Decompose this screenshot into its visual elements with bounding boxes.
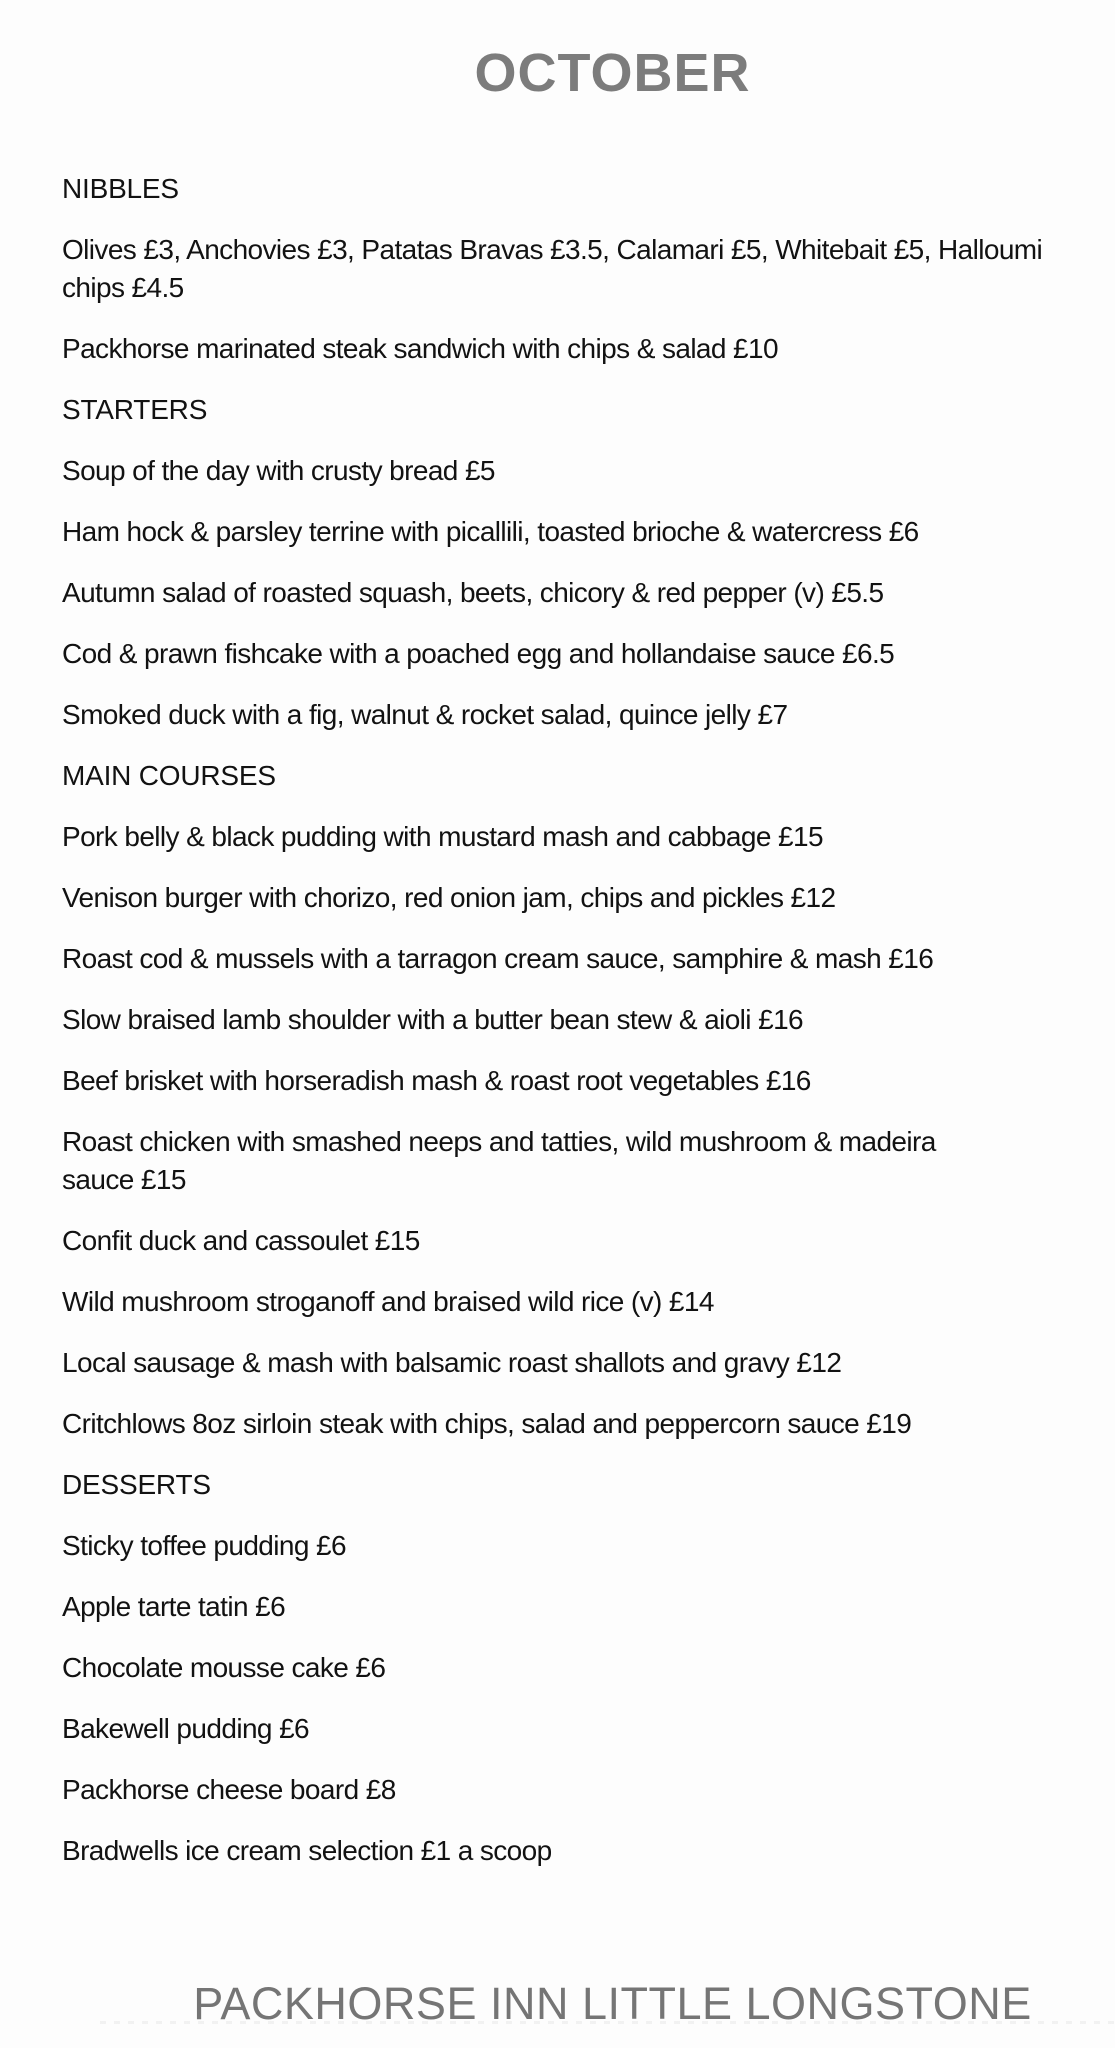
menu-item: Bradwells ice cream selection £1 a scoop: [62, 1835, 552, 1866]
section-heading-starters: STARTERS: [62, 394, 208, 425]
menu-item: Roast chicken with smashed neeps and tatties, wild mushroom & madeira sauce £15: [62, 1126, 936, 1195]
menu-item: Apple tarte tatin £6: [62, 1591, 286, 1622]
menu-item: Slow braised lamb shoulder with a butter bean stew & aioli £16: [62, 1004, 804, 1035]
menu-section-starters: [62, 391, 1065, 734]
menu-item: Beef brisket with horseradish mash & roast root vegetables £16: [62, 1065, 811, 1096]
menu-section-desserts: [62, 1466, 1065, 1870]
menu-item: Olives £3, Anchovies £3, Patatas Bravas £3.5, Calamari £5, Whitebait £5, Halloumi chips £4.5: [62, 234, 1043, 303]
menu-item: Packhorse cheese board £8: [62, 1774, 396, 1805]
menu-item: Sticky toffee pudding £6: [62, 1530, 346, 1561]
menu-item: Roast cod & mussels with a tarragon cream sauce, samphire & mash £16: [62, 943, 934, 974]
section-heading-main-courses: MAIN COURSES: [62, 760, 276, 791]
menu-item: Soup of the day with crusty bread £5: [62, 455, 495, 486]
menu-item: Cod & prawn fishcake with a poached egg and hollandaise sauce £6.5: [62, 638, 895, 669]
menu-item: Chocolate mousse cake £6: [62, 1652, 386, 1683]
menu-item: Smoked duck with a fig, walnut & rocket salad, quince jelly £7: [62, 699, 788, 730]
section-heading-nibbles: NIBBLES: [62, 173, 179, 204]
menu-section-main-courses: [62, 757, 1065, 1443]
menu-item: Wild mushroom stroganoff and braised wild rice (v) £14: [62, 1286, 714, 1317]
menu-item: Packhorse marinated steak sandwich with chips & salad £10: [62, 333, 778, 364]
menu-item: Confit duck and cassoulet £15: [62, 1225, 420, 1256]
restaurant-name-footer: PACKHORSE INN LITTLE LONGSTONE: [193, 1978, 1032, 2029]
section-heading-desserts: DESSERTS: [62, 1469, 211, 1500]
menu-body: [62, 170, 1065, 1870]
menu-item: Pork belly & black pudding with mustard mash and cabbage £15: [62, 821, 823, 852]
menu-item: Venison burger with chorizo, red onion jam, chips and pickles £12: [62, 882, 836, 913]
menu-item: Ham hock & parsley terrine with picallili, toasted brioche & watercress £6: [62, 516, 919, 547]
menu-item: Bakewell pudding £6: [62, 1713, 310, 1744]
menu-month-title: OCTOBER: [474, 43, 751, 103]
menu-section-nibbles: [62, 170, 1065, 368]
menu-item: Local sausage & mash with balsamic roast shallots and gravy £12: [62, 1347, 842, 1378]
menu-item: Critchlows 8oz sirloin steak with chips, salad and peppercorn sauce £19: [62, 1408, 912, 1439]
menu-item: Autumn salad of roasted squash, beets, chicory & red pepper (v) £5.5: [62, 577, 884, 608]
